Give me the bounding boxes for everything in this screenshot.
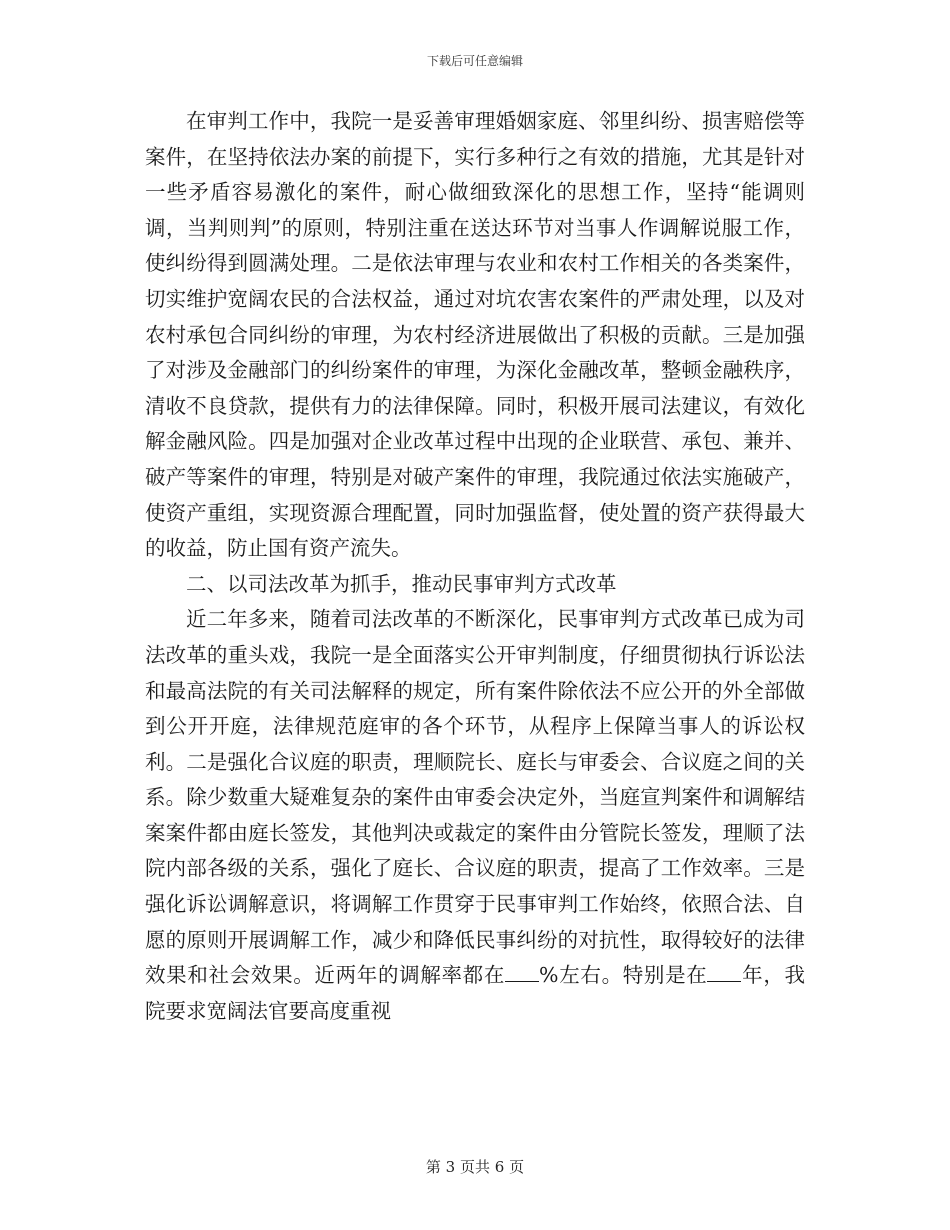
page-header: 下载后可任意编辑 (426, 54, 523, 68)
blank-field (707, 960, 741, 983)
paragraph-3 (145, 602, 805, 1029)
page-footer: 第 3 页共 6 页 (425, 1158, 525, 1176)
paragraph-3-text-c: 年，我院要求宽阔法官要高度重视 (145, 963, 806, 1023)
section-heading: 二、以司法改革为抓手，推动民事审判方式改革 (186, 571, 617, 596)
paragraph-3-text-b: %左右。特别是在 (539, 963, 708, 988)
blank-field (505, 960, 539, 983)
paragraph-1: 在审判工作中，我院一是妥善审理婚姻家庭、邻里纠纷、损害赔偿等案件，在坚持依法办案的前提下，实行多种行之有效的措施，尤其是针对一些矛盾容易激化的案件，耐心做细致深化的思想工作，坚持“能调则调，当判则判”的原则，特别注重在送达环节对当事人作调解说服工作，使纠纷得到圆满处理。二是依法审理与农业和农村工作相关的各类案件，切实维护宽阔农民的合法权益，通过对坑农害农案件的严肃处理，以及对农村承包合同纠纷的审理，为农村经济进展做出了积极的贡献。三是加强了对涉及金融部门的纠纷案件的审理，为深化金融改革，整顿金融秩序，清收不良贷款，提供有力的法律保障。同时，积极开展司法建议，有效化解金融风险。四是加强对企业改革过程中出现的企业联营、承包、兼并、破产等案件的审理，特别是对破产案件的审理，我院通过依法实施破产，使资产重组，实现资源合理配置，同时加强监督，使处置的资产获得最大的收益，防止国有资产流失。 (145, 109, 805, 561)
paragraph-3-text-a: 近二年多来，随着司法改革的不断深化，民事审判方式改革已成为司法改革的重头戏，我院一是全面落实公开审判制度，仔细贯彻执行诉讼法和最高法院的有关司法解释的规定，所有案件除依法不应公开的外全部做到公开开庭，法律规范庭审的各个环节，从程序上保障当事人的诉讼权利。二是强化合议庭的职责，理顺院长、庭长与审委会、合议庭之间的关系。除少数重大疑难复杂的案件由审委会决定外，当庭宣判案件和调解结案案件都由庭长签发，其他判决或裁定的案件由分管院长签发，理顺了法院内部各级的关系，强化了庭长、合议庭的职责，提高了工作效率。三是强化诉讼调解意识，将调解工作贯穿于民事审判工作始终，依照合法、自愿的原则开展调解工作，减少和降低民事纠纷的对抗性，取得较好的法律效果和社会效果。近两年的调解率都在 (145, 607, 805, 988)
document-body (145, 104, 805, 1029)
